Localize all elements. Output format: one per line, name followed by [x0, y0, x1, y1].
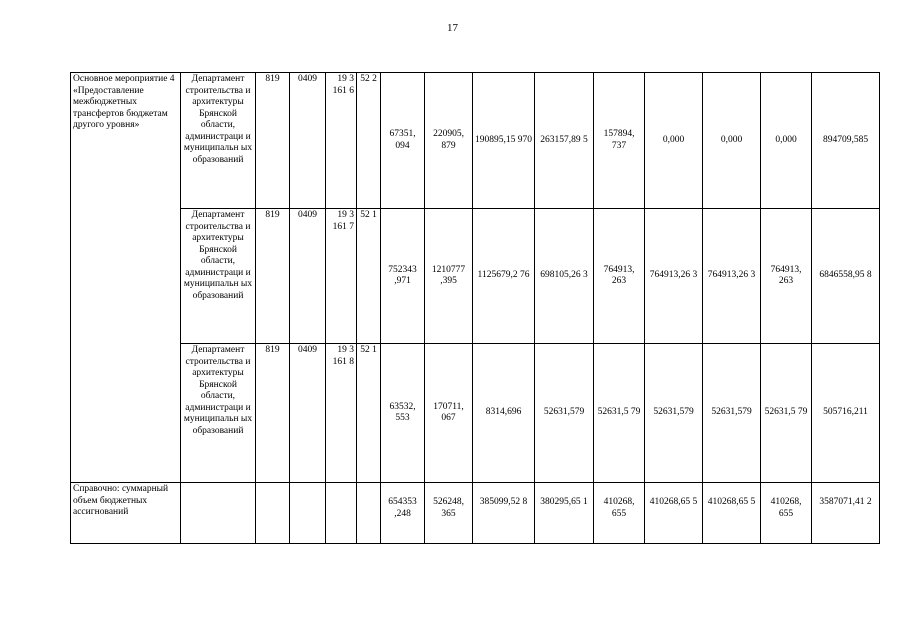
table-row — [71, 73, 880, 209]
value-cell: 170711, 067 — [425, 344, 473, 483]
rzpr-cell: 0409 — [290, 209, 326, 344]
vr-cell: 52 2 — [357, 73, 381, 209]
value-cell: 410268, 655 — [761, 483, 812, 544]
executor-cell: Департамент строительства и архитектуры Брянской области, администраци и муниципальн ых образований — [181, 209, 256, 344]
summary-label-cell: Справочно: суммарный объем бюджетных ассигнований — [71, 483, 181, 544]
empty-cell — [290, 483, 326, 544]
empty-cell — [256, 483, 290, 544]
budget-table — [70, 72, 880, 544]
grbs-cell: 819 — [256, 73, 290, 209]
value-cell: 410268,65 5 — [645, 483, 703, 544]
value-cell: 385099,52 8 — [473, 483, 535, 544]
value-cell: 0,000 — [645, 73, 703, 209]
value-cell: 52631,579 — [703, 344, 761, 483]
value-cell: 410268, 655 — [594, 483, 645, 544]
empty-cell — [357, 483, 381, 544]
grbs-cell: 819 — [256, 344, 290, 483]
value-cell: 752343 ,971 — [381, 209, 425, 344]
value-cell: 1210777 ,395 — [425, 209, 473, 344]
value-cell: 157894, 737 — [594, 73, 645, 209]
value-cell: 526248, 365 — [425, 483, 473, 544]
value-cell: 263157,89 5 — [535, 73, 594, 209]
value-cell: 764913,26 3 — [645, 209, 703, 344]
value-cell: 764913,26 3 — [703, 209, 761, 344]
value-cell: 410268,65 5 — [703, 483, 761, 544]
table-row — [71, 209, 880, 344]
value-cell: 764913, 263 — [594, 209, 645, 344]
summary-row — [71, 483, 880, 544]
empty-cell — [326, 483, 357, 544]
total-cell: 894709,585 — [812, 73, 880, 209]
value-cell: 0,000 — [761, 73, 812, 209]
total-cell: 505716,211 — [812, 344, 880, 483]
value-cell: 67351, 094 — [381, 73, 425, 209]
value-cell: 52631,5 79 — [594, 344, 645, 483]
value-cell: 8314,696 — [473, 344, 535, 483]
total-cell: 3587071,41 2 — [812, 483, 880, 544]
value-cell: 63532, 553 — [381, 344, 425, 483]
rzpr-cell: 0409 — [290, 73, 326, 209]
empty-cell — [181, 483, 256, 544]
value-cell: 698105,26 3 — [535, 209, 594, 344]
value-cell: 52631,5 79 — [761, 344, 812, 483]
csr-cell: 19 3 161 7 — [326, 209, 357, 344]
vr-cell: 52 1 — [357, 344, 381, 483]
value-cell: 52631,579 — [645, 344, 703, 483]
value-cell: 0,000 — [703, 73, 761, 209]
grbs-cell: 819 — [256, 209, 290, 344]
total-cell: 6846558,95 8 — [812, 209, 880, 344]
vr-cell: 52 1 — [357, 209, 381, 344]
executor-cell: Департамент строительства и архитектуры Брянской области, администраци и муниципальн ых образований — [181, 73, 256, 209]
value-cell: 52631,579 — [535, 344, 594, 483]
rzpr-cell: 0409 — [290, 344, 326, 483]
csr-cell: 19 3 161 6 — [326, 73, 357, 209]
value-cell: 654353 ,248 — [381, 483, 425, 544]
value-cell: 764913, 263 — [761, 209, 812, 344]
value-cell: 1125679,2 76 — [473, 209, 535, 344]
value-cell: 190895,15 970 — [473, 73, 535, 209]
csr-cell: 19 3 161 8 — [326, 344, 357, 483]
value-cell: 380295,65 1 — [535, 483, 594, 544]
table-row — [71, 344, 880, 483]
executor-cell: Департамент строительства и архитектуры Брянской области, администраци и муниципальн ых образований — [181, 344, 256, 483]
page-number: 17 — [447, 22, 458, 34]
value-cell: 220905, 879 — [425, 73, 473, 209]
event-name-cell: Основное мероприятие 4 «Предоставление межбюджетных трансфертов бюджетам другого уровня» — [71, 73, 181, 483]
